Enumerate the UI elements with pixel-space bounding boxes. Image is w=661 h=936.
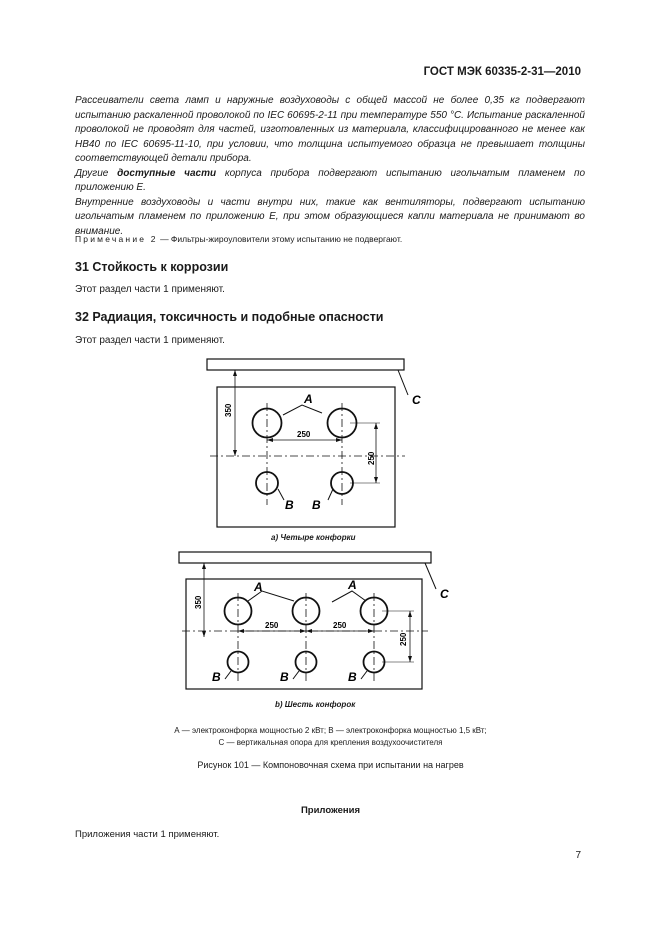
dim-250-side: 250 [399,632,408,646]
paragraph-other-parts [75,167,585,196]
paragraph-internal-ducts: Внутренние воздуховоды и части внутри них, такие как вентиляторы, подвергают испытанию игольчатым пламенем по приложению Е, при этом образующиеся капли материала не принимают во внимание. [75,196,585,237]
figure-b-diagram [170,545,460,697]
legend-line: А — электроконфорка мощностью 2 кВт; В — электроконфорка мощностью 1,5 кВт; [174,726,487,735]
paragraph-glow-wire: Рассеиватели света ламп и наружные воздуховоды с общей массой не более 0,35 кг подвергают испытанию раскаленной проволокой по IEC 60695-2-11 при температуре 550 °С. Испытание раскаленной проволокой не проводят для частей, изготовленных из материала, классифицированного не менее как НВ40 по IEC 60695-11-10, при условии, что толщина испытуемого образца не превышает толщины соответствующей детали прибора. [75,95,585,164]
label-b: B [312,498,321,512]
figure-b-caption: b) Шесть конфорок [275,700,356,709]
label-b: B [280,670,289,684]
section-32-title: 32 Радиация, токсичность и подобные опасности [75,310,384,324]
label-c: C [412,393,421,407]
note-label: Примечание 2 [75,234,158,244]
figure-a-caption: а) Четыре конфорки [271,533,356,542]
body-text [75,94,585,239]
text-run: Другие [75,167,118,179]
label-b: B [348,670,357,684]
note [75,234,402,244]
figure-legend [0,725,661,749]
page-number: 7 [575,850,581,861]
dim-350: 350 [224,403,233,417]
label-a: A [254,580,263,594]
dim-250-side: 250 [367,451,376,465]
label-a: A [348,578,357,592]
appendix-title: Приложения [300,805,361,816]
dim-250: 250 [265,621,279,630]
text-run-bold: доступные части [117,167,217,179]
section-32-text: Этот раздел части 1 применяют. [75,335,225,346]
dim-250: 250 [333,621,347,630]
dim-250: 250 [297,430,311,439]
appendix-text: Приложения части 1 применяют. [75,829,220,840]
figure-title: Рисунок 101 — Компоновочная схема при испытании на нагрев [197,760,464,770]
text-run: корпуса прибора подвергают испытанию игольчатым пламенем по приложению Е. [75,167,586,193]
document-header: ГОСТ МЭК 60335-2-31—2010 [423,66,581,78]
label-b: B [212,670,221,684]
label-a: A [304,392,313,406]
note-text: — Фильтры-жироуловители этому испытанию не подвергают. [157,234,403,244]
support-bar [207,359,404,370]
label-b: B [285,498,294,512]
label-c: C [440,587,449,601]
section-31-title: 31 Стойкость к коррозии [75,260,229,274]
dim-350: 350 [194,595,203,609]
legend-line: С — вертикальная опора для крепления воздухоочистителя [218,738,443,747]
support-bar [179,552,431,563]
section-31-text: Этот раздел части 1 применяют. [75,284,225,295]
figure-a-diagram [190,355,430,545]
